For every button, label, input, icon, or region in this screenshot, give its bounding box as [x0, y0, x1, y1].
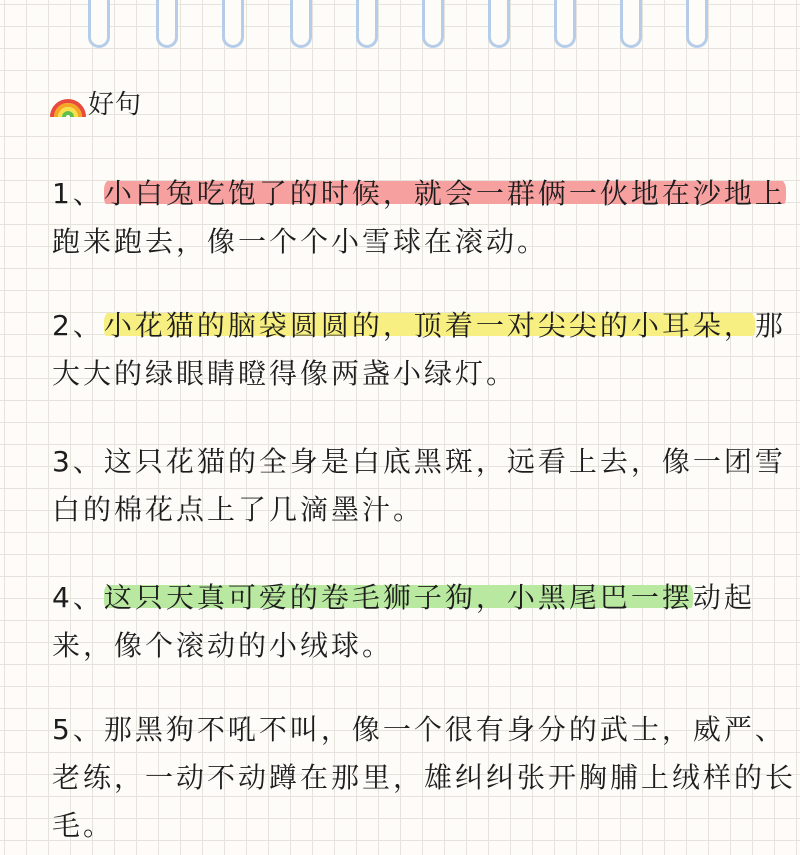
sentence-line: 老练，一动不动蹲在那里，雄纠纠张开胸脯上绒样的长 [52, 761, 797, 794]
section-title: 好句 [88, 89, 143, 120]
sentence-item-2 [52, 302, 786, 398]
item-number: 4、 [52, 581, 104, 614]
sentence-item-5 [52, 706, 797, 850]
sentence-line [52, 438, 786, 486]
sentence-line [52, 170, 786, 218]
item-number: 5、 [52, 713, 104, 746]
sentence-line [52, 302, 786, 350]
sentence-line [52, 574, 755, 622]
sentence-text: 动起 [692, 581, 755, 614]
sentence-item-4 [52, 574, 755, 670]
sentence-line [52, 706, 786, 754]
sentence-line: 来，像个滚动的小绒球。 [52, 629, 394, 662]
rainbow-icon [50, 85, 86, 119]
highlighted-text: 小花猫的脑袋圆圆的，顶着一对尖尖的小耳朵， [103, 309, 755, 342]
binding-ring [88, 0, 110, 48]
binding-ring [422, 0, 444, 48]
sentence-item-3 [52, 438, 786, 534]
sentence-line: 毛。 [52, 809, 115, 842]
binding-ring [554, 0, 576, 48]
sentence-text: 那 [754, 309, 786, 342]
binding-ring [156, 0, 178, 48]
item-number: 3、 [52, 445, 104, 478]
binding-ring [686, 0, 708, 48]
binding-ring [222, 0, 244, 48]
binding-ring [290, 0, 312, 48]
section-header [50, 82, 142, 122]
sentence-text: 那黑狗不吼不叫，像一个很有身分的武士，威严、 [103, 713, 786, 746]
binding-ring [620, 0, 642, 48]
sentence-line: 跑来跑去，像一个个小雪球在滚动。 [52, 225, 549, 258]
notebook-binding [0, 0, 800, 52]
item-number: 2、 [52, 309, 104, 342]
highlighted-text: 小白兔吃饱了的时候，就会一群俩一伙地在沙地上 [103, 177, 786, 210]
highlighted-text: 这只天真可爱的卷毛狮子狗，小黑尾巴一摆 [103, 581, 693, 614]
sentence-text: 这只花猫的全身是白底黑斑，远看上去，像一团雪 [103, 445, 786, 478]
item-number: 1、 [52, 177, 104, 210]
sentence-line: 白的棉花点上了几滴墨汁。 [52, 493, 425, 526]
sentence-line: 大大的绿眼睛瞪得像两盏小绿灯。 [52, 357, 518, 390]
sentence-item-1 [52, 170, 786, 266]
binding-ring [356, 0, 378, 48]
binding-ring [488, 0, 510, 48]
